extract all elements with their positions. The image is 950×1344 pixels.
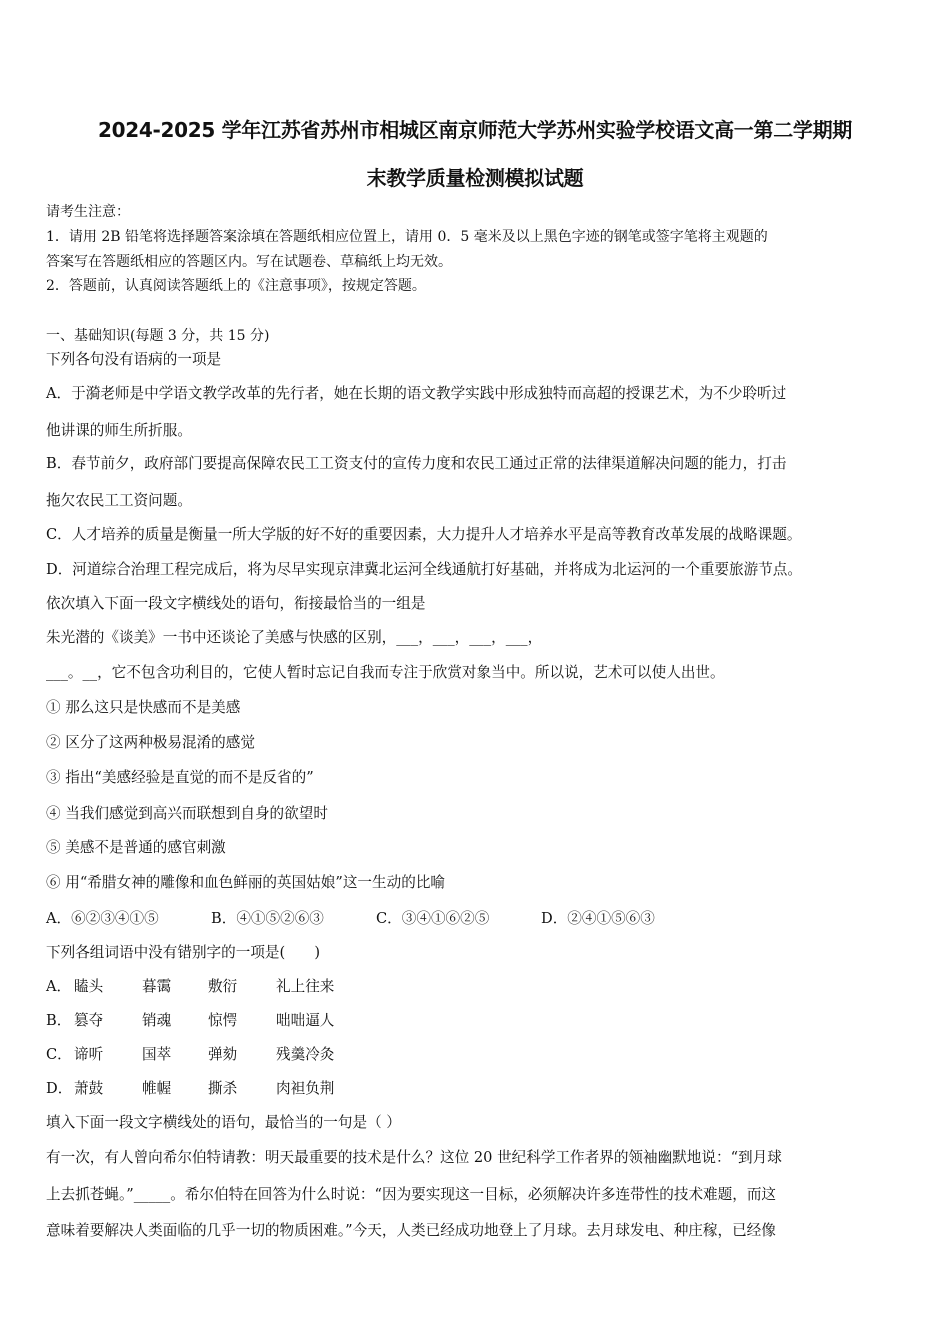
q3-word: 销魂 (142, 1012, 172, 1029)
q2-option-b: B．④①⑤②⑥③ (211, 910, 324, 927)
q3-word: 萧鼓 (74, 1080, 104, 1097)
q3-word: 暮霭 (142, 978, 172, 995)
q3-word: 残羹冷灸 (276, 1046, 335, 1063)
q3-word: 撕杀 (208, 1080, 238, 1097)
notice-item-1-line-1: 1．请用 2B 铅笔将选择题答案涂填在答题纸相应位置上，请用 0．5 毫米及以上黑色字迹的钢笔或签字笔将主观题的 (46, 229, 768, 245)
q1-option-c: C．人才培养的质量是衡量一所大学版的好不好的重要因素，大力提升人才培养水平是高等教育改革发展的战略课题。 (46, 526, 802, 543)
q1-option-a-line-1: A．于漪老师是中学语文教学改革的先行者，她在长期的语文教学实践中形成独特而高超的授课艺术，为不少聆听过 (46, 385, 787, 402)
q2-sentence-1: ① 那么这只是快感而不是美感 (46, 699, 241, 716)
q3-word: 谛听 (74, 1046, 104, 1063)
q2-option-c: C．③④①⑥②⑤ (376, 910, 490, 927)
q3-word: 国萃 (142, 1046, 172, 1063)
q3-option-label: B． (46, 1012, 72, 1029)
q1-option-b-line-2: 拖欠农民工工资问题。 (46, 492, 192, 509)
notice-item-2: 2．答题前，认真阅读答题纸上的《注意事项》，按规定答题。 (46, 278, 426, 294)
q1-option-a-line-2: 他讲课的师生所折服。 (46, 422, 192, 439)
q4-stem: 填入下面一段文字横线处的语句，最恰当的一句是（ ） (46, 1114, 401, 1131)
q3-word: 篡夺 (74, 1012, 104, 1029)
q3-word: 礼上往来 (276, 978, 335, 995)
q2-stem: 依次填入下面一段文字横线处的语句，衔接最恰当的一组是 (46, 595, 426, 612)
q3-option-c (46, 1045, 334, 1065)
q3-option-label: A． (46, 978, 72, 995)
q2-sentence-5: ⑤ 美感不是普通的感官刺激 (46, 839, 226, 856)
q2-sentence-6: ⑥ 用“希腊女神的雕像和血色鲜丽的英国姑娘”这一生动的比喻 (46, 874, 446, 891)
q2-option-a: A．⑥②③④①⑤ (46, 910, 159, 927)
q1-option-d: D．河道综合治理工程完成后，将为尽早实现京津冀北运河全线通航打好基础，并将成为北运河的一个重要旅游节点。 (46, 561, 802, 578)
q2-options (46, 909, 706, 929)
exam-title-line-2: 末教学质量检测模拟试题 (366, 166, 584, 190)
q3-word: 惊愕 (208, 1012, 238, 1029)
q3-word: 敷衍 (208, 978, 238, 995)
exam-title-line-1: 2024-2025 学年江苏省苏州市相城区南京师范大学苏州实验学校语文高一第二学期期 (98, 118, 852, 142)
q3-option-d (46, 1079, 334, 1099)
q4-passage-line-2: 上去抓苍蝇。”_____。希尔伯特在回答为什么时说：“因为要实现这一目标，必须解决许多连带性的技术难题，而这 (46, 1186, 777, 1203)
q2-sentence-3: ③ 指出“美感经验是直觉的而不是反省的” (46, 769, 314, 786)
q2-sentence-2: ② 区分了这两种极易混淆的感觉 (46, 734, 255, 751)
q3-word: 帷幄 (142, 1080, 172, 1097)
q3-option-b (46, 1011, 334, 1031)
q3-option-label: C． (46, 1046, 72, 1063)
q3-stem: 下列各组词语中没有错别字的一项是( ) (46, 944, 321, 961)
q1-stem: 下列各句没有语病的一项是 (46, 351, 222, 368)
q2-passage-line-1: 朱光潜的《谈美》一书中还谈论了美感与快感的区别，___，___，___，___， (46, 629, 543, 646)
q2-passage-line-2: ___。__，它不包含功利目的，它使人暂时忘记自我而专注于欣赏对象当中。所以说，艺术可以使人出世。 (46, 664, 725, 681)
q3-word: 瞌头 (74, 978, 104, 995)
q2-sentence-4: ④ 当我们感觉到高兴而联想到自身的欲望时 (46, 805, 328, 822)
q3-option-a (46, 977, 334, 997)
q2-option-d: D．②④①⑤⑥③ (541, 910, 655, 927)
q1-option-b-line-1: B．春节前夕，政府部门要提高保障农民工工资支付的宣传力度和农民工通过正常的法律渠道解决问题的能力，打击 (46, 455, 787, 472)
q4-passage-line-1: 有一次，有人曾向希尔伯特请教：明天最重要的技术是什么？这位 20 世纪科学工作者界的领袖幽默地说：“到月球 (46, 1149, 782, 1166)
section-1-heading: 一、基础知识(每题 3 分，共 15 分) (46, 328, 270, 344)
notice-heading: 请考生注意： (46, 204, 130, 220)
notice-item-1-line-2: 答案写在答题纸相应的答题区内。写在试题卷、草稿纸上均无效。 (46, 254, 452, 270)
q3-word: 咄咄逼人 (276, 1012, 335, 1029)
q3-option-label: D． (46, 1080, 73, 1097)
q3-word: 弹劾 (208, 1046, 238, 1063)
q4-passage-line-3: 意味着要解决人类面临的几乎一切的物质困难。”今天，人类已经成功地登上了月球。去月球发电、种庄稼，已经像 (46, 1222, 776, 1239)
q3-word: 肉袒负荆 (276, 1080, 335, 1097)
